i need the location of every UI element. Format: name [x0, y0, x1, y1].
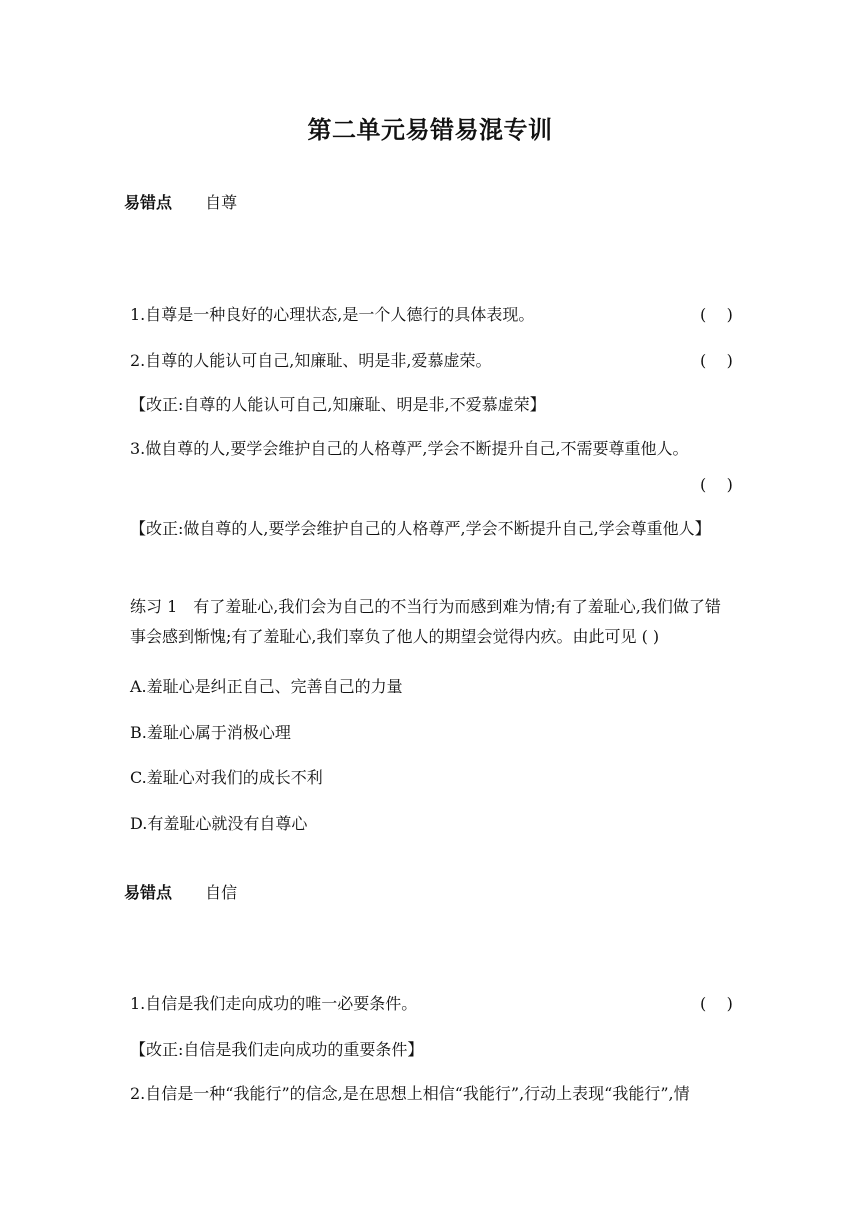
option-a: A.羞耻心是纠正自己、完善自己的力量 [130, 677, 403, 696]
section-lead: 易错点 [124, 193, 173, 212]
option-d: D.有羞耻心就没有自尊心 [130, 814, 308, 833]
confidence-correction-1: 【改正:自信是我们走向成功的重要条件】 [130, 1040, 424, 1059]
statement-3: 3.做自尊的人,要学会维护自己的人格尊严,学会不断提升自己,不需要尊重他人。 [130, 439, 689, 458]
correction-2: 【改正:自尊的人能认可自己,知廉耻、明是非,不爱慕虚荣】 [130, 395, 546, 414]
section-topic: 自尊 [205, 193, 238, 212]
section-topic: 自信 [205, 883, 238, 902]
confidence-statement-2: 2.自信是一种“我能行”的信念,是在思想上相信“我能行”,行动上表现“我能行”,情 [130, 1084, 690, 1103]
confidence-answer-blank-1: ( ) [700, 994, 733, 1013]
section-lead: 易错点 [124, 883, 173, 902]
statement-2: 2.自尊的人能认可自己,知廉耻、明是非,爱慕虚荣。 [130, 351, 492, 370]
exercise-1-question: 练习 1 有了羞耻心,我们会为自己的不当行为而感到难为情;有了羞耻心,我们做了错事会感到惭愧;有了羞耻心,我们辜负了他人的期望会觉得内疚。由此可见 ( ) [130, 597, 721, 646]
page-title: 第二单元易错易混专训 [307, 116, 553, 144]
answer-blank-1: ( ) [700, 305, 733, 324]
option-b: B.羞耻心属于消极心理 [130, 723, 291, 742]
option-c: C.羞耻心对我们的成长不利 [130, 768, 323, 787]
section-heading-self-confidence [124, 880, 237, 903]
section-heading-self-respect [124, 190, 237, 213]
answer-blank-2: ( ) [700, 351, 733, 370]
confidence-statement-1: 1.自信是我们走向成功的唯一必要条件。 [130, 994, 418, 1013]
answer-blank-3: ( ) [700, 475, 733, 494]
correction-3: 【改正:做自尊的人,要学会维护自己的人格尊严,学会不断提升自己,学会尊重他人】 [130, 519, 711, 538]
statement-1: 1.自尊是一种良好的心理状态,是一个人德行的具体表现。 [130, 305, 535, 324]
